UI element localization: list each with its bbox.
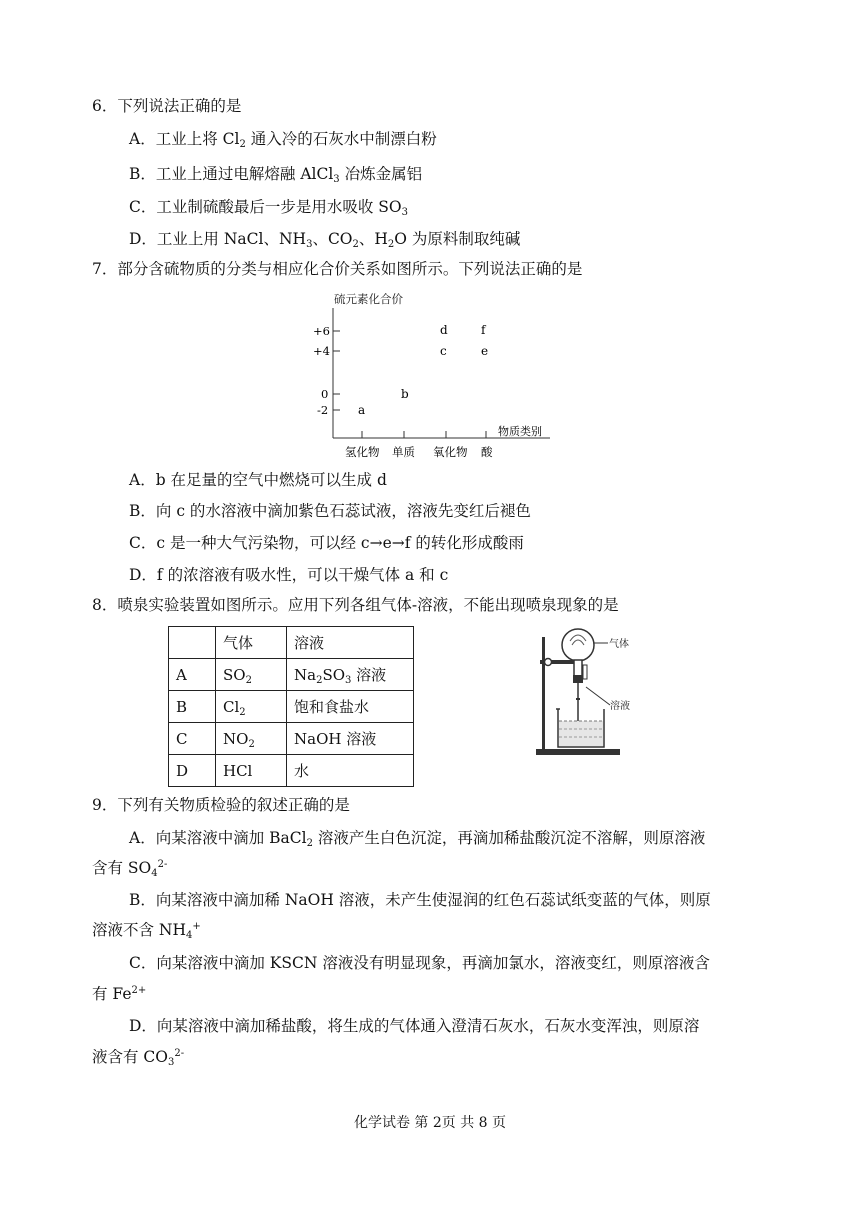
q6-option-b: B．工业上通过电解熔融 AlCl$_3$ 冶炼金属铝 (129, 165, 423, 185)
stand-base (536, 749, 620, 755)
q7-option-b: B．向 c 的水溶液中滴加紫色石蕊试液，溶液先变红后褪色 (129, 502, 531, 520)
table-header-solution: 溶液 (287, 627, 414, 659)
x-tick-label-element: 单质 (392, 445, 415, 459)
q9-option-a-cont: 含有 $SO_4^{2-}$ (92, 859, 168, 879)
chart-ylabel: 硫元素化合价 (334, 292, 403, 306)
point-a: a (358, 403, 366, 417)
label-gas: 气体 (609, 639, 629, 650)
stopper (573, 675, 583, 683)
y-tick-label-plus6: +6 (313, 324, 330, 338)
q7-stem: 7．部分含硫物质的分类与相应化合价关系如图所示。下列说法正确的是 (92, 260, 583, 278)
point-b: b (401, 387, 409, 401)
x-ticks (362, 431, 486, 438)
flask-icon (562, 629, 594, 661)
y-tick-label-0: 0 (321, 387, 329, 401)
q9-option-c: C．向某溶液中滴加 KSCN 溶液没有明显现象，再滴加氯水，溶液变红，则原溶液含 (129, 954, 710, 972)
x-tick-label-acid: 酸 (481, 445, 493, 459)
q6-option-a: A．工业上将 $Cl_2$ 通入冷的石灰水中制漂白粉 (129, 130, 437, 150)
table-row: B $Cl_2$ 饱和食盐水 (169, 691, 414, 723)
q7-option-c: C．c 是一种大气污染物，可以经 c→e→f 的转化形成酸雨 (129, 534, 524, 552)
table-row: C $NO_2$ NaOH 溶液 (169, 723, 414, 755)
q9-option-a: A．向某溶液中滴加 BaCl$_2$ 溶液产生白色沉淀，再滴加稀盐酸沉淀不溶解，则原溶液 (129, 829, 706, 849)
fountain-apparatus (528, 625, 648, 761)
q6-stem: 6．下列说法正确的是 (92, 97, 242, 115)
table-header-row (169, 627, 414, 659)
q9-stem: 9．下列有关物质检验的叙述正确的是 (92, 796, 350, 814)
point-e: e (481, 344, 489, 358)
x-tick-label-hydride: 氢化物 (345, 445, 380, 459)
q9-option-d: D．向某溶液中滴加稀盐酸，将生成的气体通入澄清石灰水，石灰水变浑浊，则原溶 (129, 1017, 700, 1035)
chart-xlabel: 物质类别 (498, 425, 542, 438)
table-header-gas: 气体 (216, 627, 287, 659)
y-tick-label-minus2: -2 (317, 403, 329, 417)
label-solution: 溶液 (610, 701, 630, 712)
table-row: D HCl 水 (169, 755, 414, 787)
q6-option-d: D．工业上用 NaCl、$NH_3$、$CO_2$、$H_2O$ 为原料制取纯碱 (129, 230, 521, 250)
point-f: f (481, 323, 486, 337)
q9-option-c-cont: 有 $Fe^{2+}$ (92, 985, 147, 1003)
page-footer: 化学试卷 第 2页 共 8 页 (353, 1115, 507, 1131)
q6-option-c: C．工业制硫酸最后一步是用水吸收 $SO_3$ (129, 198, 408, 218)
x-tick-label-oxide: 氧化物 (433, 445, 468, 459)
gas-solution-table (168, 626, 414, 787)
sulfur-valence-chart (300, 288, 560, 466)
point-d: d (440, 323, 448, 337)
q7-option-d: D．f 的浓溶液有吸水性，可以干燥气体 a 和 c (129, 566, 449, 584)
q9-option-b: B．向某溶液中滴加稀 NaOH 溶液，未产生使湿润的红色石蕊试纸变蓝的气体，则原 (129, 891, 711, 909)
q8-stem: 8．喷泉实验装置如图所示。应用下列各组气体-溶液，不能出现喷泉现象的是 (92, 596, 619, 614)
point-c: c (440, 344, 447, 358)
y-ticks (313, 324, 340, 417)
stand-rod (542, 637, 545, 749)
q9-option-b-cont: 溶液不含 $NH_4^+$ (92, 921, 201, 941)
q9-option-d-cont: 液含有 $CO_3^{2-}$ (92, 1048, 185, 1068)
beaker-liquid (559, 721, 603, 746)
table-row: A $SO_2$ $Na_2SO_3$ 溶液 (169, 659, 414, 691)
table-header-cell (169, 627, 216, 659)
q7-option-a: A．b 在足量的空气中燃烧可以生成 d (129, 471, 387, 489)
y-tick-label-plus4: +4 (313, 344, 330, 358)
